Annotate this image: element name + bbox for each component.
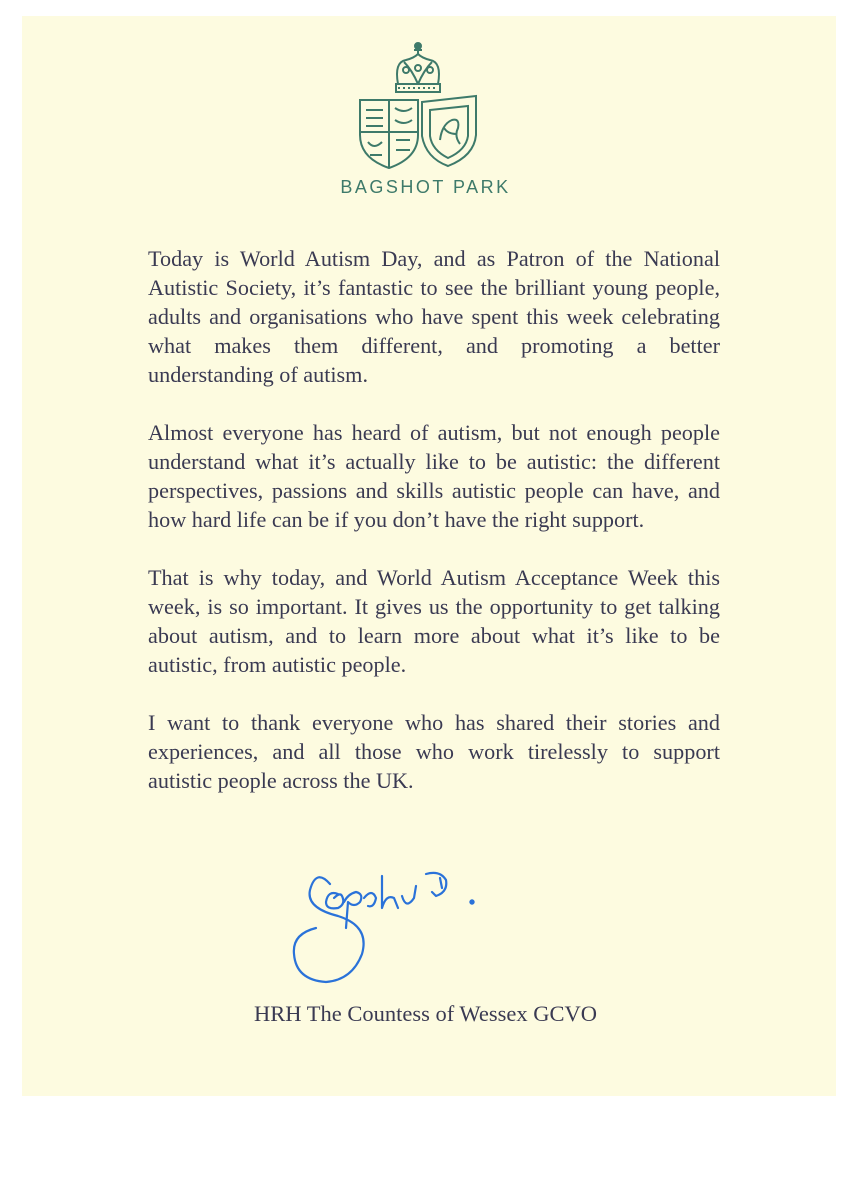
letter-body bbox=[132, 244, 720, 795]
royal-crest-icon bbox=[348, 40, 488, 170]
scan-margin bbox=[0, 1096, 851, 1200]
paragraph: That is why today, and World Autism Acceptance Week this week, is so important. It gives us the opportunity to get talking about autism, and to learn more about what it’s like to be autistic, from autistic people. bbox=[148, 565, 720, 677]
signatory-name: HRH The Countess of Wessex GCVO bbox=[254, 1001, 597, 1026]
paragraph: I want to thank everyone who has shared their stories and experiences, and all those who work tirelessly to support autistic people across the UK. bbox=[148, 710, 720, 793]
handwritten-signature bbox=[286, 868, 492, 986]
paragraph: Almost everyone has heard of autism, but not enough people understand what it’s actually like to be autistic: the different perspectives, passions and skills autistic people can have, and how hard life can be if you don’t have the right support. bbox=[148, 420, 720, 532]
paragraph: Today is World Autism Day, and as Patron of the National Autistic Society, it’s fantastic to see the brilliant young people, adults and organisations who have spent this week celebrating what makes them different, and promoting a better understanding of autism. bbox=[148, 246, 720, 387]
letterhead-place: BAGSHOT PARK bbox=[340, 177, 511, 197]
